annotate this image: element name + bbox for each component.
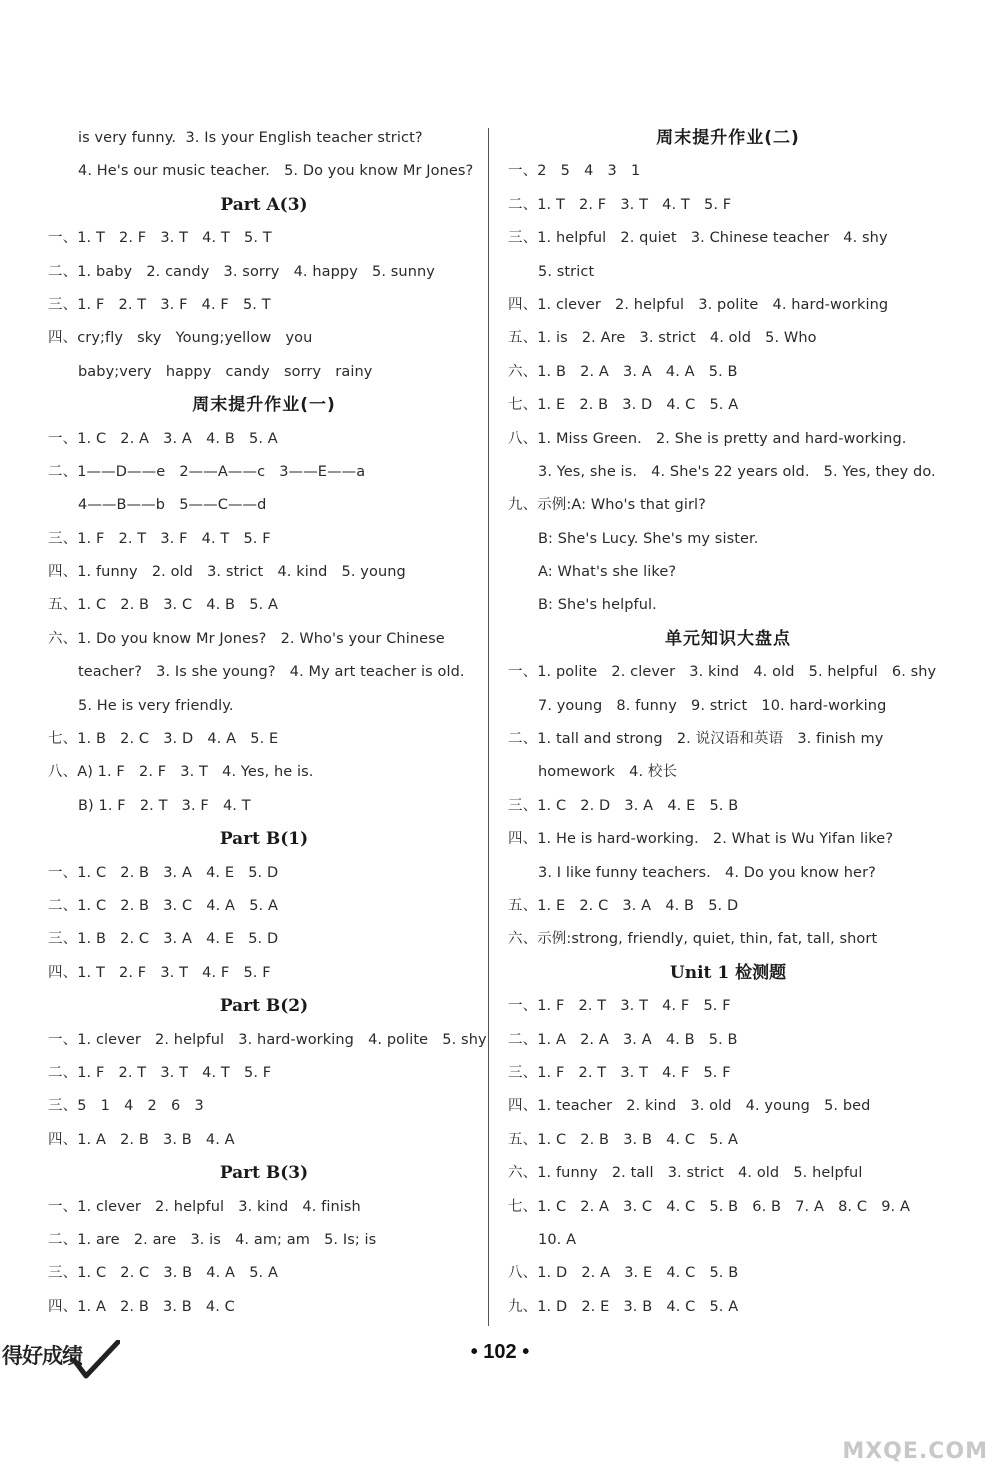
answer-line: 一、2 5 4 3 1: [508, 163, 641, 180]
answer-line: B) 1. F 2. T 3. F 4. T: [78, 797, 251, 814]
answer-line: 五、1. C 2. B 3. B 4. C 5. A: [508, 1131, 738, 1148]
answer-line: 三、1. F 2. T 3. F 4. T 5. F: [48, 530, 271, 547]
answer-line: 5. He is very friendly.: [78, 697, 234, 714]
answer-line: 三、5 1 4 2 6 3: [48, 1098, 204, 1115]
answer-line: 二、1. tall and strong 2. 说汉语和英语 3. finish my: [508, 731, 884, 748]
answer-line: homework 4. 校长: [538, 764, 678, 781]
answer-line: baby;very happy candy sorry rainy: [78, 363, 373, 380]
answer-line: teacher? 3. Is she young? 4. My art teacher is old.: [78, 664, 465, 681]
answer-line: 三、1. B 2. C 3. A 4. E 5. D: [48, 931, 279, 948]
right-answer-column: [508, 122, 948, 1324]
answer-line: 一、1. polite 2. clever 3. kind 4. old 5. helpful 6. shy: [508, 664, 937, 681]
answer-line: 四、cry;fly sky Young;yellow you: [48, 330, 313, 347]
answer-line: 二、1. C 2. B 3. C 4. A 5. A: [48, 897, 278, 914]
answer-line: 4. He's our music teacher. 5. Do you know Mr Jones?: [78, 163, 474, 180]
answer-line: 一、1. clever 2. helpful 3. kind 4. finish: [48, 1198, 361, 1215]
answer-line: 八、1. D 2. A 3. E 4. C 5. B: [508, 1265, 739, 1282]
answer-line: 4——B——b 5——C——d: [78, 497, 267, 514]
answer-line: 一、1. C 2. B 3. A 4. E 5. D: [48, 864, 279, 881]
answer-line: 四、1. teacher 2. kind 3. old 4. young 5. bed: [508, 1098, 871, 1115]
answer-line: 六、1. B 2. A 3. A 4. A 5. B: [508, 363, 738, 380]
watermark: [810, 1390, 1000, 1470]
section-heading: Unit 1 检测题: [669, 962, 787, 983]
answer-line: 二、1. A 2. A 3. A 4. B 5. B: [508, 1031, 738, 1048]
answer-line: 3. Yes, she is. 4. She's 22 years old. 5. Yes, they do.: [538, 463, 936, 480]
answer-line: 二、1. baby 2. candy 3. sorry 4. happy 5. sunny: [48, 263, 435, 280]
answer-line: 七、1. E 2. B 3. D 4. C 5. A: [508, 397, 739, 414]
answer-line: 四、1. clever 2. helpful 3. polite 4. hard-working: [508, 296, 889, 313]
section-heading: Part B(2): [219, 996, 309, 1017]
answer-line: 六、1. funny 2. tall 3. strict 4. old 5. helpful: [508, 1165, 863, 1182]
answer-line: 九、1. D 2. E 3. B 4. C 5. A: [508, 1298, 739, 1315]
answer-line: 二、1. T 2. F 3. T 4. T 5. F: [508, 196, 732, 213]
answer-line: 四、1. A 2. B 3. B 4. A: [48, 1131, 235, 1148]
answer-line: 二、1——D——e 2——A——c 3——E——a: [48, 463, 366, 480]
answer-line: 七、1. B 2. C 3. D 4. A 5. E: [48, 731, 279, 748]
answer-line: 5. strict: [538, 263, 595, 280]
answer-line: 一、1. clever 2. helpful 3. hard-working 4. polite 5. shy: [48, 1031, 487, 1048]
brand-text: 得好成绩: [2, 1344, 82, 1368]
answer-line: 四、1. funny 2. old 3. strict 4. kind 5. young: [48, 564, 406, 581]
answer-line: 六、示例:strong, friendly, quiet, thin, fat, tall, short: [508, 931, 878, 948]
answer-line: 一、1. F 2. T 3. T 4. F 5. F: [508, 998, 731, 1015]
watermark-url: MXQE.COM: [842, 1439, 988, 1464]
answer-line: 二、1. are 2. are 3. is 4. am; am 5. Is; is: [48, 1231, 377, 1248]
answer-line: 五、1. C 2. B 3. C 4. B 5. A: [48, 597, 278, 614]
answer-line: 三、1. helpful 2. quiet 3. Chinese teacher 4. shy: [508, 230, 888, 247]
answer-line: 四、1. He is hard-working. 2. What is Wu Yifan like?: [508, 831, 894, 848]
answer-line: 3. I like funny teachers. 4. Do you know her?: [538, 864, 876, 881]
answer-line: 三、1. F 2. T 3. T 4. F 5. F: [508, 1064, 731, 1081]
section-heading: 周末提升作业(二): [656, 128, 800, 148]
left-answer-column: [48, 122, 487, 1324]
answer-line: 四、1. A 2. B 3. B 4. C: [48, 1298, 235, 1315]
answer-line: 六、1. Do you know Mr Jones? 2. Who's your Chinese: [48, 630, 445, 647]
page-number: • 102 •: [470, 1341, 530, 1363]
answer-line: 二、1. F 2. T 3. T 4. T 5. F: [48, 1064, 272, 1081]
answer-line: 一、1. T 2. F 3. T 4. T 5. T: [48, 230, 272, 247]
answer-line: 三、1. C 2. C 3. B 4. A 5. A: [48, 1265, 278, 1282]
section-heading: 周末提升作业(一): [192, 395, 336, 416]
answer-line: 五、1. is 2. Are 3. strict 4. old 5. Who: [508, 330, 817, 347]
answer-line: 7. young 8. funny 9. strict 10. hard-working: [538, 697, 887, 714]
answer-line: 五、1. E 2. C 3. A 4. B 5. D: [508, 897, 739, 914]
answer-line: 八、A) 1. F 2. F 3. T 4. Yes, he is.: [48, 764, 314, 781]
answer-line: 一、1. C 2. A 3. A 4. B 5. A: [48, 430, 278, 447]
brand-logo: [0, 1340, 120, 1385]
answer-line: B: She's Lucy. She's my sister.: [538, 530, 759, 547]
section-heading: 单元知识大盘点: [665, 628, 791, 649]
section-heading: Part A(3): [220, 194, 308, 215]
answer-line: 七、1. C 2. A 3. C 4. C 5. B 6. B 7. A 8. C 9. A: [508, 1198, 910, 1215]
section-heading: Part B(1): [219, 829, 309, 850]
answer-line: 九、示例:A: Who's that girl?: [508, 497, 706, 514]
answer-line: 10. A: [538, 1231, 577, 1248]
column-divider: [488, 128, 489, 1326]
answer-line: 三、1. F 2. T 3. F 4. F 5. T: [48, 296, 271, 313]
answer-line: 三、1. C 2. D 3. A 4. E 5. B: [508, 797, 739, 814]
answer-line: 四、1. T 2. F 3. T 4. F 5. F: [48, 964, 271, 981]
answer-line: B: She's helpful.: [538, 597, 657, 614]
answer-line: A: What's she like?: [538, 564, 677, 581]
checkmark-icon: [72, 1340, 120, 1382]
section-heading: Part B(3): [219, 1163, 309, 1184]
answer-line: is very funny. 3. Is your English teacher strict?: [78, 130, 423, 146]
answer-line: 八、1. Miss Green. 2. She is pretty and hard-working.: [508, 430, 907, 447]
